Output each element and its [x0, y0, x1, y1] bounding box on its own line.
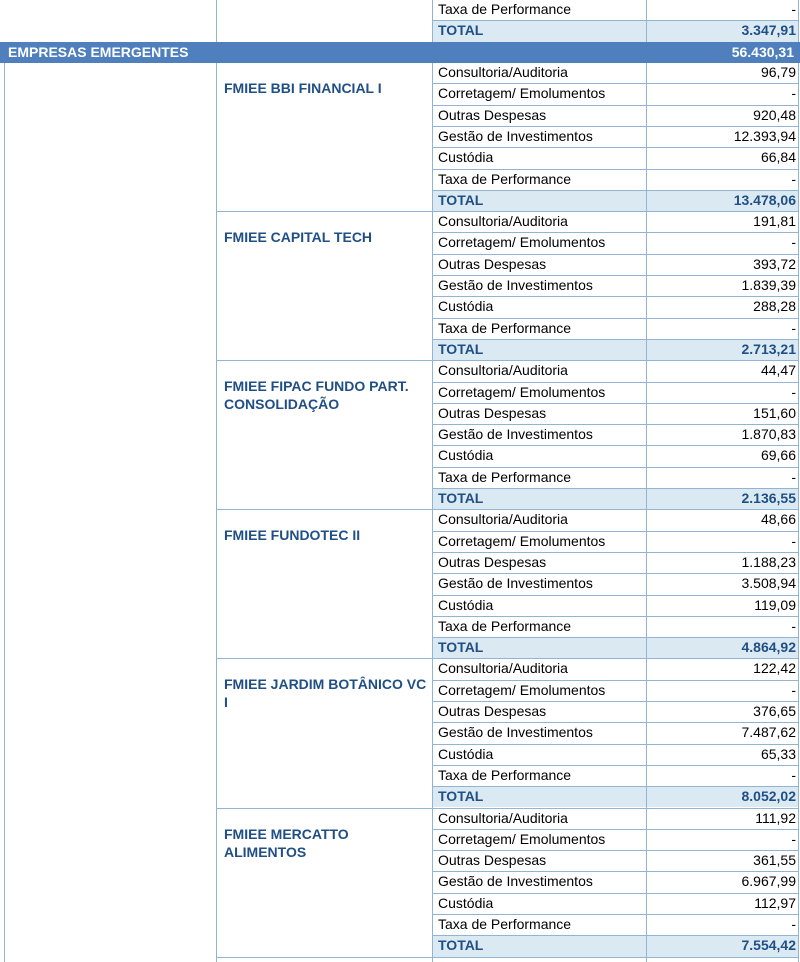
grid-col-right [798, 0, 799, 962]
expense-value: 48,66 [760, 511, 796, 528]
fund-divider [216, 360, 432, 361]
expense-value: - [791, 681, 796, 698]
fund-divider [216, 658, 432, 659]
expense-label: Consultoria/Auditoria [438, 660, 568, 677]
expense-label: Taxa de Performance [438, 916, 572, 932]
expense-label: Consultoria/Auditoria [438, 511, 568, 528]
expense-value: 112,97 [754, 894, 796, 911]
grid-col-label-left [432, 0, 433, 962]
expense-label: Outras Despesas [438, 703, 547, 719]
expense-value: - [791, 617, 796, 634]
expense-label: Gestão de Investimentos [438, 873, 593, 890]
expense-value: 122,42 [753, 660, 796, 677]
fund-divider [216, 509, 432, 510]
expense-label: Outras Despesas [438, 404, 547, 421]
total-label: TOTAL [438, 22, 484, 39]
expense-label: Corretagem/ Emolumentos [438, 234, 606, 251]
fund-name: FMIEE MERCATTO ALIMENTOS [224, 825, 349, 860]
expense-value: 1.870,83 [741, 426, 796, 443]
expense-label: Corretagem/ Emolumentos [438, 532, 606, 549]
expense-value: 920,48 [753, 106, 796, 123]
expense-label: Gestão de Investimentos [438, 724, 593, 741]
fund-name: FMIEE JARDIM BOTÂNICO VC I [224, 676, 427, 711]
expense-label: Gestão de Investimentos [438, 426, 593, 443]
expense-label: Taxa de Performance [438, 170, 572, 187]
expense-label: Consultoria/Auditoria [438, 213, 568, 230]
expense-value: 361,55 [753, 852, 796, 869]
expense-label: Outras Despesas [438, 106, 547, 123]
expense-value: 69,66 [760, 447, 796, 464]
total-label: TOTAL [438, 340, 484, 357]
expense-label: Corretagem/ Emolumentos [438, 681, 606, 698]
expense-value: 1.188,23 [741, 553, 796, 570]
expense-value: - [791, 830, 796, 847]
fund-name: FMIEE BBI FINANCIAL I [224, 80, 382, 96]
expense-value: 12.393,94 [733, 127, 796, 144]
expense-label: Custódia [438, 298, 494, 315]
expense-value: 191,81 [753, 213, 796, 230]
expense-value: - [791, 383, 796, 400]
total-label: TOTAL [438, 937, 484, 954]
grid-col-value-left [646, 0, 647, 962]
expense-label: Gestão de Investimentos [438, 575, 593, 592]
total-label: TOTAL [438, 788, 484, 805]
grid-col-name-left [216, 0, 217, 962]
expense-label: Outras Despesas [438, 553, 547, 570]
total-value: 8.052,02 [741, 788, 796, 805]
expense-label: Outras Despesas [438, 852, 547, 869]
expense-value: 7.487,62 [741, 724, 796, 741]
expense-value: - [791, 532, 796, 549]
expense-label: Corretagem/ Emolumentos [438, 85, 606, 102]
expense-label: Custódia [438, 447, 494, 464]
expense-value: - [791, 234, 796, 251]
fund-divider [216, 957, 432, 958]
fund-divider [216, 808, 432, 809]
expense-label: Outras Despesas [438, 255, 547, 272]
expense-value: 66,84 [760, 149, 796, 166]
expense-value: 65,33 [760, 745, 796, 762]
section-header-bar [0, 42, 800, 63]
expense-value: - [791, 85, 796, 102]
total-value: 2.713,21 [741, 340, 796, 357]
expense-value: - [791, 319, 796, 336]
expense-label: Gestão de Investimentos [438, 277, 593, 293]
expense-label: Taxa de Performance [438, 468, 572, 485]
expense-label: Taxa de Performance [438, 1, 572, 17]
expense-value: 6.967,99 [741, 873, 796, 890]
expense-value: - [791, 170, 796, 187]
expense-value: - [791, 1, 796, 17]
expense-value: 288,28 [753, 298, 796, 315]
expense-label: Taxa de Performance [438, 766, 572, 783]
section-label: EMPRESAS EMERGENTES [8, 44, 189, 60]
expense-label: Taxa de Performance [438, 319, 572, 336]
expense-value: 151,60 [753, 404, 796, 421]
total-value: 4.864,92 [741, 639, 796, 656]
fund-divider [216, 211, 432, 212]
expense-label: Taxa de Performance [438, 617, 572, 634]
expense-label: Custódia [438, 149, 494, 166]
expense-value: 393,72 [753, 255, 796, 272]
expense-value: 119,09 [754, 596, 796, 613]
expense-label: Consultoria/Auditoria [438, 809, 568, 826]
expense-label: Consultoria/Auditoria [438, 64, 568, 80]
total-label: TOTAL [438, 639, 484, 656]
expense-value: 111,92 [755, 809, 796, 826]
fund-name: FMIEE FIPAC FUNDO PART. CONSOLIDAÇÃO [224, 378, 409, 413]
expense-value: 96,79 [760, 64, 796, 80]
expense-label: Custódia [438, 894, 494, 911]
total-label: TOTAL [438, 191, 484, 208]
expense-value: - [791, 468, 796, 485]
expense-label: Custódia [438, 596, 494, 613]
expense-value: 1.839,39 [741, 277, 796, 293]
expense-label: Consultoria/Auditoria [438, 362, 568, 379]
expense-value: - [791, 916, 796, 932]
expense-label: Custódia [438, 745, 494, 762]
fund-name: FMIEE FUNDOTEC II [224, 527, 361, 544]
expense-label: Corretagem/ Emolumentos [438, 383, 606, 400]
expense-value: 376,65 [753, 703, 796, 719]
total-value: 3.347,91 [741, 22, 796, 39]
total-value: 13.478,06 [733, 191, 796, 208]
expense-label: Gestão de Investimentos [438, 127, 593, 144]
row-divider [432, 957, 798, 958]
total-value: 7.554,42 [741, 937, 796, 954]
grid-col-left [4, 63, 5, 962]
expense-value: 3.508,94 [741, 575, 796, 592]
fund-name: FMIEE CAPITAL TECH [224, 229, 373, 246]
total-value: 2.136,55 [741, 490, 796, 506]
expense-label: Corretagem/ Emolumentos [438, 830, 606, 847]
section-total-value: 56.430,31 [731, 44, 794, 60]
expense-value: - [791, 766, 796, 783]
expense-value: 44,47 [760, 362, 796, 379]
total-label: TOTAL [438, 490, 484, 506]
